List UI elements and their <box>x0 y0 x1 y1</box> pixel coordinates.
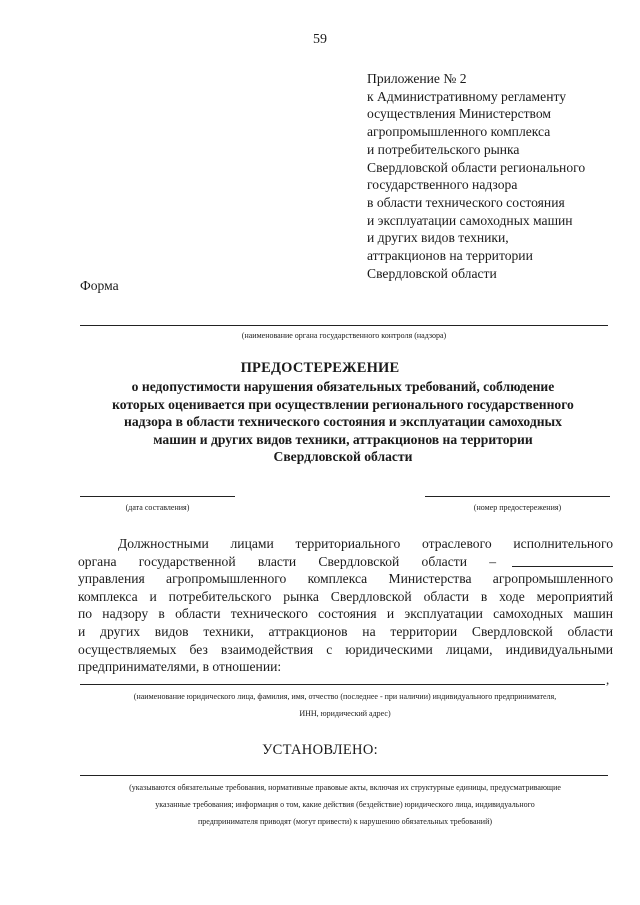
subtitle-line: Свердловской области <box>273 449 413 464</box>
appendix-line: к Административному регламенту <box>367 88 567 104</box>
body-line: комплекса и потребительского рынка Свердловской области в ходе мероприятий <box>78 588 613 604</box>
subtitle-line: о недопустимости нарушения обязательных требований, соблюдение <box>131 379 555 394</box>
subtitle-line: машин и других видов техники, аттракционов на территории <box>153 431 533 447</box>
entity-caption-line: ИНН, юридический адрес) <box>299 709 391 718</box>
document-title: ПРЕДОСТЕРЕЖЕНИЕ <box>240 360 400 376</box>
appendix-line: и потребительского рынка <box>367 141 520 157</box>
appendix-line: Приложение № 2 <box>367 71 467 86</box>
appendix-line: Свердловской области <box>367 265 497 281</box>
appendix-line: государственного надзора <box>367 177 518 193</box>
body-line: органа государственной власти Свердловской области – <box>78 553 496 569</box>
appendix-line: осуществления Министерством <box>367 106 552 122</box>
body-line: по надзору в области технического состояния и эксплуатации самоходных машин <box>78 606 613 622</box>
requirements-caption-line: (указываются обязательные требования, нормативные правовые акты, включая их структурные единицы, предусматривающие <box>129 783 561 792</box>
entity-line-comma: , <box>606 672 610 687</box>
body-paragraph <box>78 535 613 676</box>
authority-name-line[interactable] <box>80 325 608 326</box>
page-number: 59 <box>313 32 327 47</box>
appendix-line: агропромышленного комплекса <box>367 124 551 140</box>
appendix-line: и эксплуатации самоходных машин <box>367 212 573 228</box>
subtitle-line: надзора в области технического состояния и эксплуатации самоходных <box>124 414 562 429</box>
body-line: предпринимателями, в отношении: <box>78 659 282 675</box>
date-caption: (дата составления) <box>125 503 190 512</box>
date-line[interactable] <box>80 496 235 497</box>
appendix-line: и других видов техники, <box>367 230 509 246</box>
appendix-line: Свердловской области регионального <box>367 159 586 175</box>
subtitle-line: которых оценивается при осуществлении регионального государственного <box>112 396 574 412</box>
requirements-line[interactable] <box>80 775 608 776</box>
body-line: управления агропромышленного комплекса Министерства агропромышленного <box>78 571 613 587</box>
requirements-caption-line: предпринимателя приводят (могут привести) к нарушению обязательных требований) <box>197 817 493 826</box>
body-line: Должностными лицами территориального отраслевого исполнительного <box>118 536 613 551</box>
requirements-caption <box>80 779 610 830</box>
requirements-caption-line: указанные требования; информация о том, какие действия (бездействие) юридического лица, индивидуального <box>155 800 535 809</box>
document-subtitle <box>78 378 608 466</box>
appendix-line: аттракционов на территории <box>367 248 533 264</box>
entity-caption <box>80 688 610 722</box>
number-line[interactable] <box>425 496 610 497</box>
body-line: осуществляемых без взаимодействия с юридическими лицами, индивидуальными <box>78 641 613 657</box>
entity-caption-line: (наименование юридического лица, фамилия, имя, отчество (последнее - при наличии) индивидуального предпринимателя, <box>133 692 557 701</box>
authority-caption: (наименование органа государственного контроля (надзора) <box>241 331 447 340</box>
form-label: Форма <box>80 278 119 293</box>
appendix-line: в области технического состояния <box>367 194 565 210</box>
entity-name-line[interactable] <box>80 684 605 685</box>
body-line: и других видов техники, аттракционов на территории Свердловской области <box>78 623 613 639</box>
established-heading: УСТАНОВЛЕНО: <box>262 742 378 758</box>
appendix-header <box>367 70 637 282</box>
number-caption: (номер предостережения) <box>473 503 562 512</box>
